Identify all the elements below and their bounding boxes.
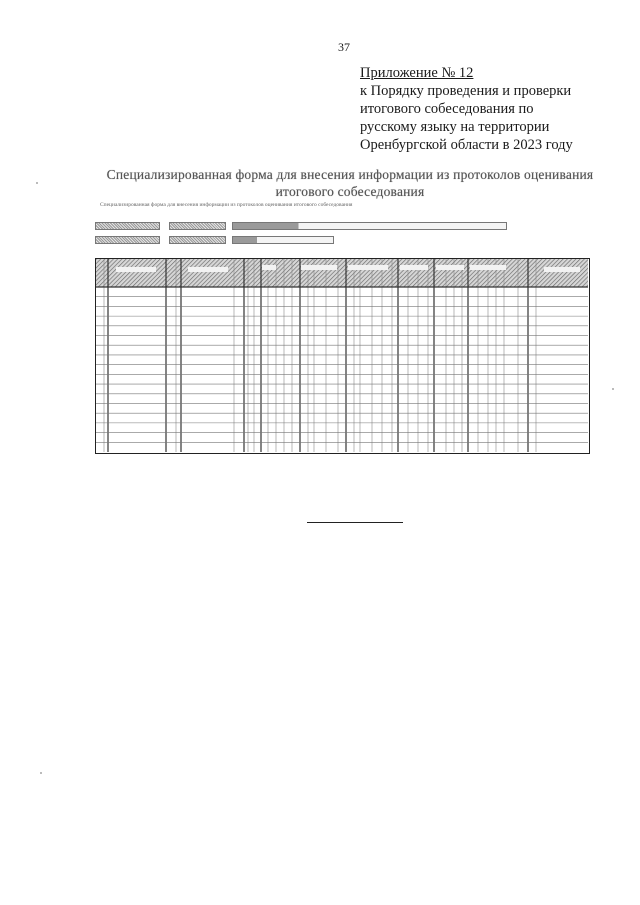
end-divider — [307, 522, 403, 523]
appendix-heading — [360, 64, 600, 154]
page-number: 37 — [338, 40, 350, 54]
form-title: Специализированная форма для внесения информации из протоколов оценивания итогового собеседования — [106, 167, 594, 199]
appendix-line: к Порядку проведения и проверки — [360, 83, 572, 99]
header-field — [95, 236, 160, 244]
protocol-table — [95, 258, 590, 454]
header-field — [169, 222, 226, 230]
appendix-line: русскому языку на территории — [360, 119, 550, 135]
table-header-label — [188, 267, 228, 272]
table-header — [96, 259, 588, 287]
table-header-label — [262, 265, 276, 270]
header-field — [169, 236, 226, 244]
table-header-label — [116, 267, 156, 272]
appendix-line: Оренбургской области в 2023 году — [360, 137, 573, 153]
table-header-label — [470, 265, 506, 270]
appendix-line: Приложение № 12 — [360, 65, 474, 81]
form-subtitle: Специализированная форма для внесения информации из протоколов оценивания итогового собеседования — [100, 202, 353, 208]
table-header-label — [544, 267, 580, 272]
table-header-label — [348, 265, 388, 270]
table-header-label — [436, 265, 464, 270]
header-field — [232, 236, 334, 244]
protocol-table-grid — [96, 259, 588, 452]
scan-speck — [36, 182, 38, 184]
scan-speck — [40, 772, 42, 774]
table-header-label — [301, 265, 337, 270]
header-field — [95, 222, 160, 230]
table-header-label — [400, 265, 428, 270]
header-field — [232, 222, 507, 230]
scan-speck — [612, 388, 614, 390]
appendix-line: итогового собеседования по — [360, 101, 534, 117]
